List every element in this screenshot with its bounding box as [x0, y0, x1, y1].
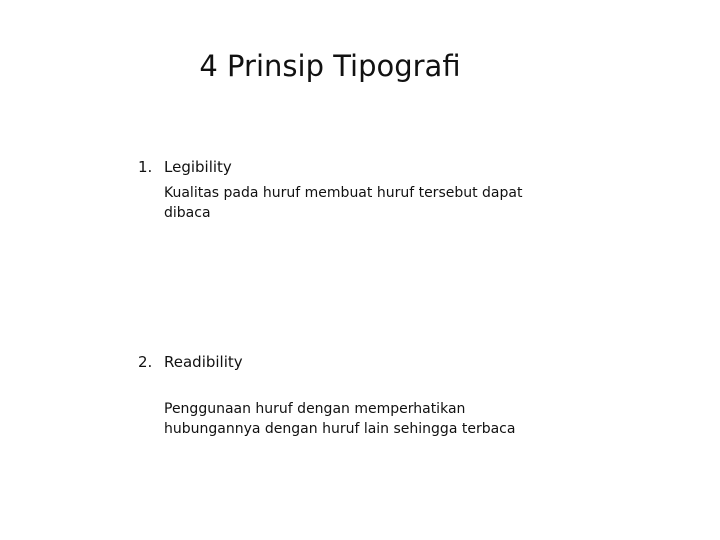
item-description: Penggunaan huruf dengan memperhatikan hubungannya dengan huruf lain sehingga terbaca [164, 401, 516, 437]
item-number: 2. [138, 353, 153, 371]
item-heading: Readibility [164, 353, 243, 371]
slide-title: 4 Prinsip Tipografi [199, 49, 461, 83]
list-item [138, 351, 578, 439]
item-heading-row [138, 156, 578, 178]
item-description: Kualitas pada huruf membuat huruf tersebut dapat dibaca [164, 185, 523, 221]
item-number: 1. [138, 158, 153, 176]
item-heading-row [138, 351, 578, 373]
item-heading: Legibility [164, 158, 232, 176]
list-item [138, 156, 578, 223]
